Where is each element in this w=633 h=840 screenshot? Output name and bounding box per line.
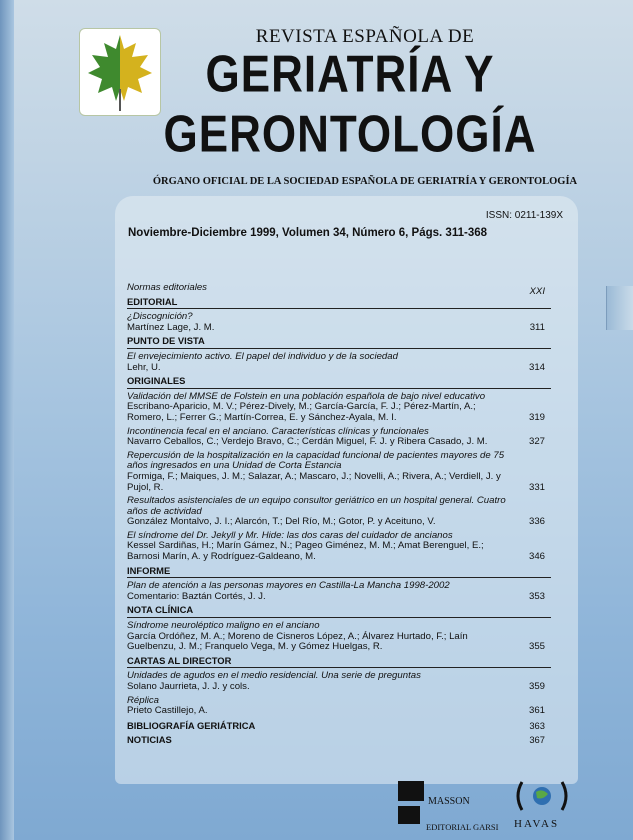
article-authors: Comentario: Baztán Cortés, J. J. [127, 590, 266, 602]
section-heading: INFORME [127, 566, 551, 579]
article-title: Réplica [127, 694, 159, 706]
article-page: 311 [529, 321, 545, 333]
article-page: 355 [528, 641, 545, 653]
section-heading [127, 721, 551, 732]
table-of-contents [127, 283, 551, 746]
section-page: 363 [529, 719, 545, 731]
garsi-logo-icon [398, 806, 420, 824]
issue-info: Noviembre-Diciembre 1999, Volumen 34, Número 6, Págs. 311-368 [128, 227, 488, 239]
leaf-logo-icon [79, 28, 161, 116]
havas-label: HAVAS [514, 818, 560, 830]
journal-title-line1: GERIATRÍA Y [205, 45, 495, 104]
toc-entry [127, 496, 551, 528]
toc-entry [127, 392, 551, 424]
article-authors: Prieto Castillejo, A. [127, 705, 208, 717]
section-heading [127, 735, 551, 746]
cover-tab [606, 286, 633, 330]
section-heading: CARTAS AL DIRECTOR [127, 656, 551, 669]
section-name: BIBLIOGRAFÍA GERIÁTRICA [127, 719, 256, 731]
toc-entry [127, 451, 551, 493]
havas-logo-icon [512, 778, 572, 814]
toc-entry [127, 581, 551, 602]
article-page: 336 [528, 516, 545, 528]
article-title: Repercusión de la hospitalización en la capacidad funcional de pacientes mayores de 75 años ingresados en una Unidad de Corta Estancia [127, 449, 505, 472]
section-heading: ORIGINALES [127, 376, 551, 389]
cover-edge [0, 0, 14, 840]
toc-entry [127, 531, 551, 563]
article-authors: González Montalvo, J. I.; Alarcón, T.; Del Río, M.; Gotor, P. y Aceituno, V. [127, 516, 436, 528]
article-authors: Kessel Sardiñas, H.; Marín Gámez, N.; Pageo Giménez, M. M.; Amat Berenguel, E.; Barnosi Marín, A. y Rodríguez-Galdeano, M. [127, 540, 484, 563]
article-authors: Formiga, F.; Maiques, J. M.; Salazar, A.; Mascaro, J.; Novelli, A.; Rivera, A.; Verdiell, J. y Pujol, R. [127, 470, 501, 493]
normas-label: Normas editoriales [127, 282, 207, 293]
article-authors: Navarro Ceballos, C.; Verdejo Bravo, C.; Cerdán Miguel, F. J. y Ribera Casado, J. M. [127, 436, 488, 448]
journal-title-line2: GERONTOLOGÍA [163, 105, 537, 164]
article-title: Incontinencia fecal en el anciano. Características clínicas y funcionales [127, 425, 429, 437]
masson-label: MASSON [428, 796, 470, 807]
section-heading: EDITORIAL [127, 297, 551, 310]
article-authors: Lehr, U. [127, 361, 161, 373]
section-name: NOTICIAS [127, 734, 172, 746]
article-title: Plan de atención a las personas mayores en Castilla-La Mancha 1998-2002 [127, 580, 450, 592]
article-title: El envejecimiento activo. El papel del individuo y de la sociedad [127, 350, 398, 362]
normas-page: XXI [529, 286, 545, 297]
article-page: 346 [528, 551, 545, 563]
section-heading: NOTA CLÍNICA [127, 605, 551, 618]
toc-entry [127, 427, 551, 448]
organo-oficial: ÓRGANO OFICIAL DE LA SOCIEDAD ESPAÑOLA DE GERIATRÍA Y GERONTOLOGÍA [152, 176, 578, 187]
normas-editoriales [127, 282, 551, 297]
article-page: 361 [528, 705, 545, 717]
section-page: 367 [529, 734, 545, 746]
article-title: Síndrome neuroléptico maligno en el anciano [127, 620, 320, 632]
article-authors: Solano Jaurrieta, J. J. y cols. [127, 681, 250, 692]
issn: ISSN: 0211-139X [485, 210, 563, 221]
revista-label: REVISTA ESPAÑOLA DE [255, 26, 475, 47]
toc-entry [127, 696, 551, 717]
section-heading: PUNTO DE VISTA [127, 336, 551, 349]
article-page: 331 [528, 481, 545, 493]
toc-entry [127, 352, 551, 373]
article-authors: García Ordóñez, M. A.; Moreno de Cisneros López, A.; Álvarez Hurtado, F.; Laín Guelbenzu, J. M.; Franquelo Vega, M. y Gómez Huelgas, R. [127, 630, 468, 653]
toc-entry [127, 621, 551, 653]
masson-logo-icon [398, 781, 424, 801]
article-page: 327 [528, 436, 545, 448]
garsi-label: EDITORIAL GARSI [426, 822, 499, 832]
article-title: Resultados asistenciales de un equipo consultor geriátrico en un hospital general. Cuatro años de actividad [127, 495, 506, 517]
article-title: Unidades de agudos en el medio residencial. Una serie de preguntas [127, 670, 421, 682]
article-title: ¿Discognición? [127, 311, 193, 323]
toc-entry [127, 312, 551, 333]
article-title: El síndrome del Dr. Jekyll y Mr. Hide: las dos caras del cuidador de ancianos [127, 529, 453, 541]
article-authors: Martínez Lage, J. M. [127, 321, 215, 333]
article-page: 314 [528, 361, 545, 373]
article-title: Validación del MMSE de Folstein en una población española de bajo nivel educativo [127, 390, 486, 402]
article-page: 359 [528, 681, 545, 692]
article-page: 353 [528, 590, 545, 602]
article-authors: Escribano-Aparicio, M. V.; Pérez-Dively, M.; García-García, F. J.; Pérez-Martín, A.; Romero, L.; Ferrer G.; Martín-Correa, E. y Sánchez-Ayala, M. I. [127, 401, 476, 423]
article-page: 319 [528, 411, 545, 423]
toc-entry [127, 671, 551, 692]
